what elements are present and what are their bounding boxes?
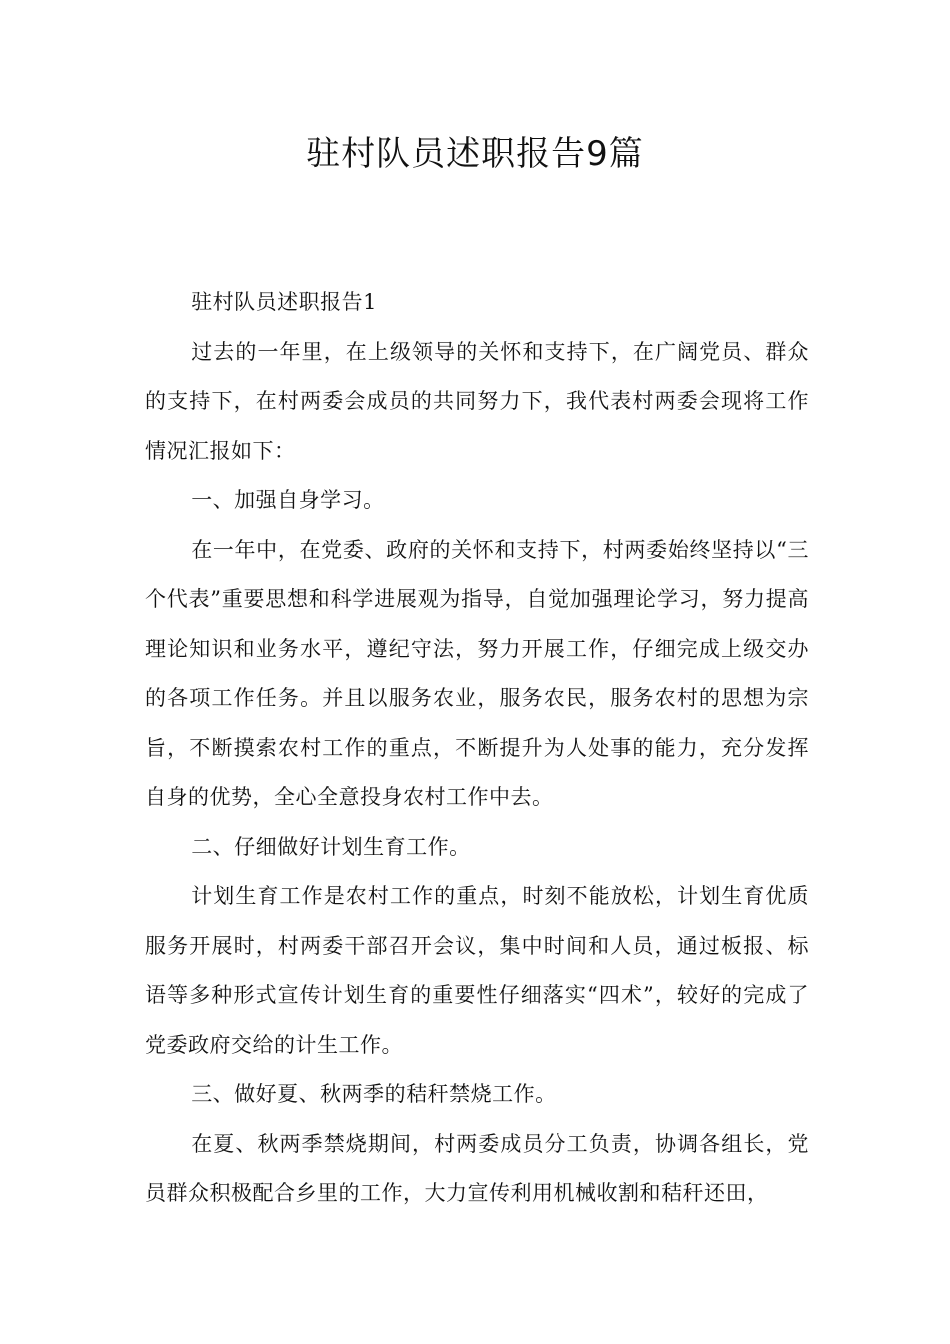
body-paragraph: 在一年中，在党委、政府的关怀和支持下，村两委始终坚持以“三个代表”重要思想和科学进展观为指导，自觉加强理论学习，努力提高理论知识和业务水平，遵纪守法，努力开展工作，仔细完成上级交办的各项工作任务。并且以服务农业，服务农民，服务农村的思想为宗旨，不断摸索农村工作的重点，不断提升为人处事的能力，充分发挥自身的优势，全心全意投身农村工作中去。 [145,537,809,809]
document-title: 驻村队员述职报告9篇 [306,134,644,174]
section-heading: 驻村队员述职报告1 [191,290,378,314]
section-heading: 一、加强自身学习。 [191,488,385,512]
section-heading: 二、仔细做好计划生育工作。 [191,834,471,859]
body-paragraph: 在夏、秋两季禁烧期间，村两委成员分工负责，协调各组长，党员群众积极配合乡里的工作，大力宣传利用机械收割和秸秆还田， [145,1131,809,1205]
body-paragraph: 计划生育工作是农村工作的重点，时刻不能放松，计划生育优质服务开展时，村两委干部召开会议，集中时间和人员，通过板报、标语等多种形式宣传计划生育的重要性仔细落实“四术”，较好的完成了党委政府交给的计生工作。 [145,884,809,1057]
section-heading: 三、做好夏、秋两季的秸秆禁烧工作。 [191,1082,557,1106]
body-paragraph: 过去的一年里，在上级领导的关怀和支持下，在广阔党员、群众的支持下，在村两委会成员的共同努力下，我代表村两委会现将工作情况汇报如下： [145,339,809,463]
document-body [145,278,809,1219]
